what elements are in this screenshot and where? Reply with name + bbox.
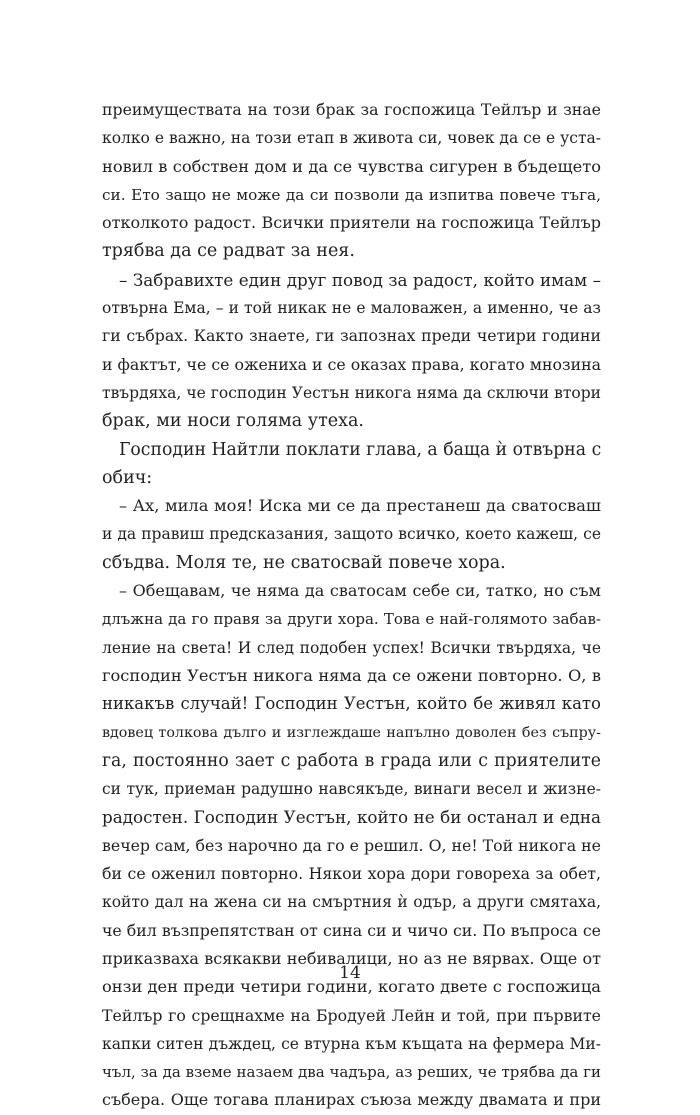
text-line: би се оженил повторно. Някои хора дори говореха за обет, (102, 864, 601, 884)
text-line: и да правиш предсказания, защото всичко, което кажеш, се (102, 525, 601, 544)
text-line: сбъдва. Моля те, не сватосвай повече хора. (102, 552, 506, 573)
text-line: чъл, за да вземе назаем два чадъра, аз реших, че трябва да ги (102, 1063, 601, 1082)
text-line: ление на света! И след подобен успех! Всички твърдяха, че (102, 638, 601, 657)
text-line: приказваха всякакви небивалици, но аз не вярвах. Още от (102, 948, 601, 968)
page-number: 14 (339, 963, 361, 983)
text-line: длъжна да го правя за други хора. Това е най-голямото забав- (102, 610, 601, 629)
text-line: отвърна Ема, – и той никак не е маловажен, а именно, че аз (102, 299, 601, 318)
text-line: който дал на жена си на смъртния ѝ одър, а други смятаха, (102, 893, 601, 912)
text-line: новил в собствен дом и да се чувства сигурен в бъдещето (102, 156, 601, 176)
text-line: – Забравихте един друг повод за радост, който имам – (119, 269, 601, 290)
text-line: твърдяха, че господин Уестън никога няма да сключи втори (102, 383, 601, 402)
text-line: вдовец толкова дълго и изглеждаше напълно доволен без съпру- (102, 724, 601, 741)
text-line: – Обещавам, че няма да сватосам себе си, татко, но съм (119, 581, 601, 601)
text-line: – Ах, мила моя! Иска ми се да престанеш да сватосваш (119, 496, 601, 516)
text-line: обич: (102, 467, 153, 488)
text-line: брак, ми носи голяма утеха. (102, 411, 364, 432)
text-line: га, постоянно зает с работа в града или с приятелите (102, 750, 601, 771)
text-line: преимуществата на този брак за госпожица Тейлър и знае (102, 100, 601, 119)
text-line: събера. Още тогава планирах съюза между двамата и при (102, 1090, 601, 1110)
text-line: трябва да се радват за нея. (102, 241, 355, 262)
text-line: колко е важно, на този етап в живота си, човек да се е уста- (102, 129, 601, 148)
text-line: радостен. Господин Уестън, който не би останал и една (102, 807, 601, 828)
text-line: отколкото радост. Всички приятели на госпожица Тейлър (102, 213, 601, 233)
text-line: и фактът, че се ожениха и се оказах права, когато мнозина (102, 354, 601, 374)
text-line: ги събрах. Както знаете, ги запознах преди четири години (102, 326, 601, 346)
text-line: си. Ето защо не може да си позволи да изпитва повече тъга, (102, 185, 601, 204)
text-line: вечер сам, без нарочно да го е решил. О, не! Той никога не (102, 835, 601, 855)
text-line: капки ситен дъждец, се втурна към къщата на фермера Ми- (102, 1034, 601, 1053)
text-line: си тук, приеман радушно навсякъде, винаги весел и жизне- (102, 780, 601, 799)
text-line: господин Уестън никога няма да се ожени повторно. О, в (102, 665, 601, 685)
text-line: Господин Найтли поклати глава, а баща ѝ отвърна с (119, 439, 601, 460)
text-line: Тейлър го срещнахме на Бродуей Лейн и той, при първите (102, 1005, 601, 1025)
text-line: че бил възпрепятстван от сина си и чичо си. По въпроса се (102, 920, 601, 940)
text-line: онзи ден преди четири години, когато двете с госпожица (102, 977, 601, 997)
text-line: никакъв случай! Господин Уестън, който бе живял като (102, 694, 601, 714)
